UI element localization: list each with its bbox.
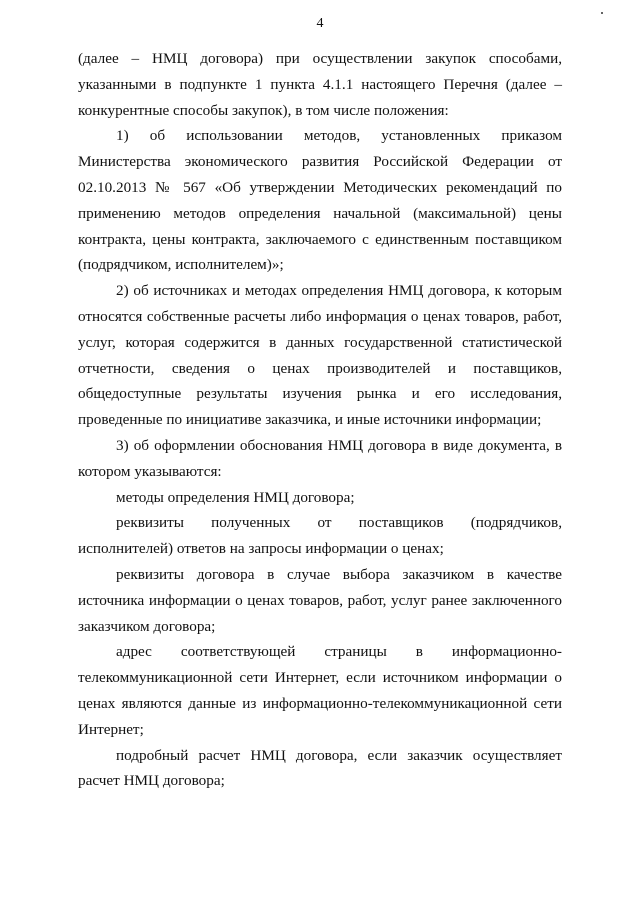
paragraph-item-2: 2) об источниках и методах определения НМЦ договора, к которым относятся собственные расчеты либо информация о ценах товаров, работ, услуг, которая содержится в данных государственной статистической отчетности, сведения о ценах производителей и поставщиков, общедоступные результаты изучения рынка и его исследования, проведенные по инициативе заказчика, и иные источники информации; [78, 282, 562, 429]
paragraph-subitem-responses: реквизиты полученных от поставщиков (подрядчиков, исполнителей) ответов на запросы информации о ценах; [78, 514, 562, 558]
paragraph-subitem-internet: адрес соответствующей страницы в информационно-телекоммуникационной сети Интернет, если источником информации о ценах являются данные из информационно-телекоммуникационной сети Интернет; [78, 643, 562, 738]
page-number: 4 [316, 16, 324, 31]
paragraph-continuation: (далее – НМЦ договора) при осуществлении закупок способами, указанными в подпункте 1 пункта 4.1.1 настоящего Перечня (далее – конкурентные способы закупок), в том числе положения: [78, 50, 562, 119]
paragraph-subitem-methods: методы определения НМЦ договора; [116, 488, 355, 506]
paragraph-item-1: 1) об использовании методов, установленных приказом Министерства экономического развития Российской Федерации от 02.10.2013 № 567 «Об утверждении Методических рекомендаций по применению методов определения начальной (максимальной) цены контракта, цены контракта, заключаемого с единственным поставщиком (подрядчиком, исполнителем)»; [78, 127, 562, 274]
paragraph-subitem-calculation: подробный расчет НМЦ договора, если заказчик осуществляет расчет НМЦ договора; [78, 746, 562, 790]
scan-speck [601, 12, 603, 14]
paragraph-subitem-contract: реквизиты договора в случае выбора заказчиком в качестве источника информации о ценах товаров, работ, услуг ранее заключенного заказчиком договора; [78, 565, 562, 635]
document-body [78, 46, 562, 794]
paragraph-item-3: 3) об оформлении обоснования НМЦ договора в виде документа, в котором указываются: [78, 436, 562, 480]
